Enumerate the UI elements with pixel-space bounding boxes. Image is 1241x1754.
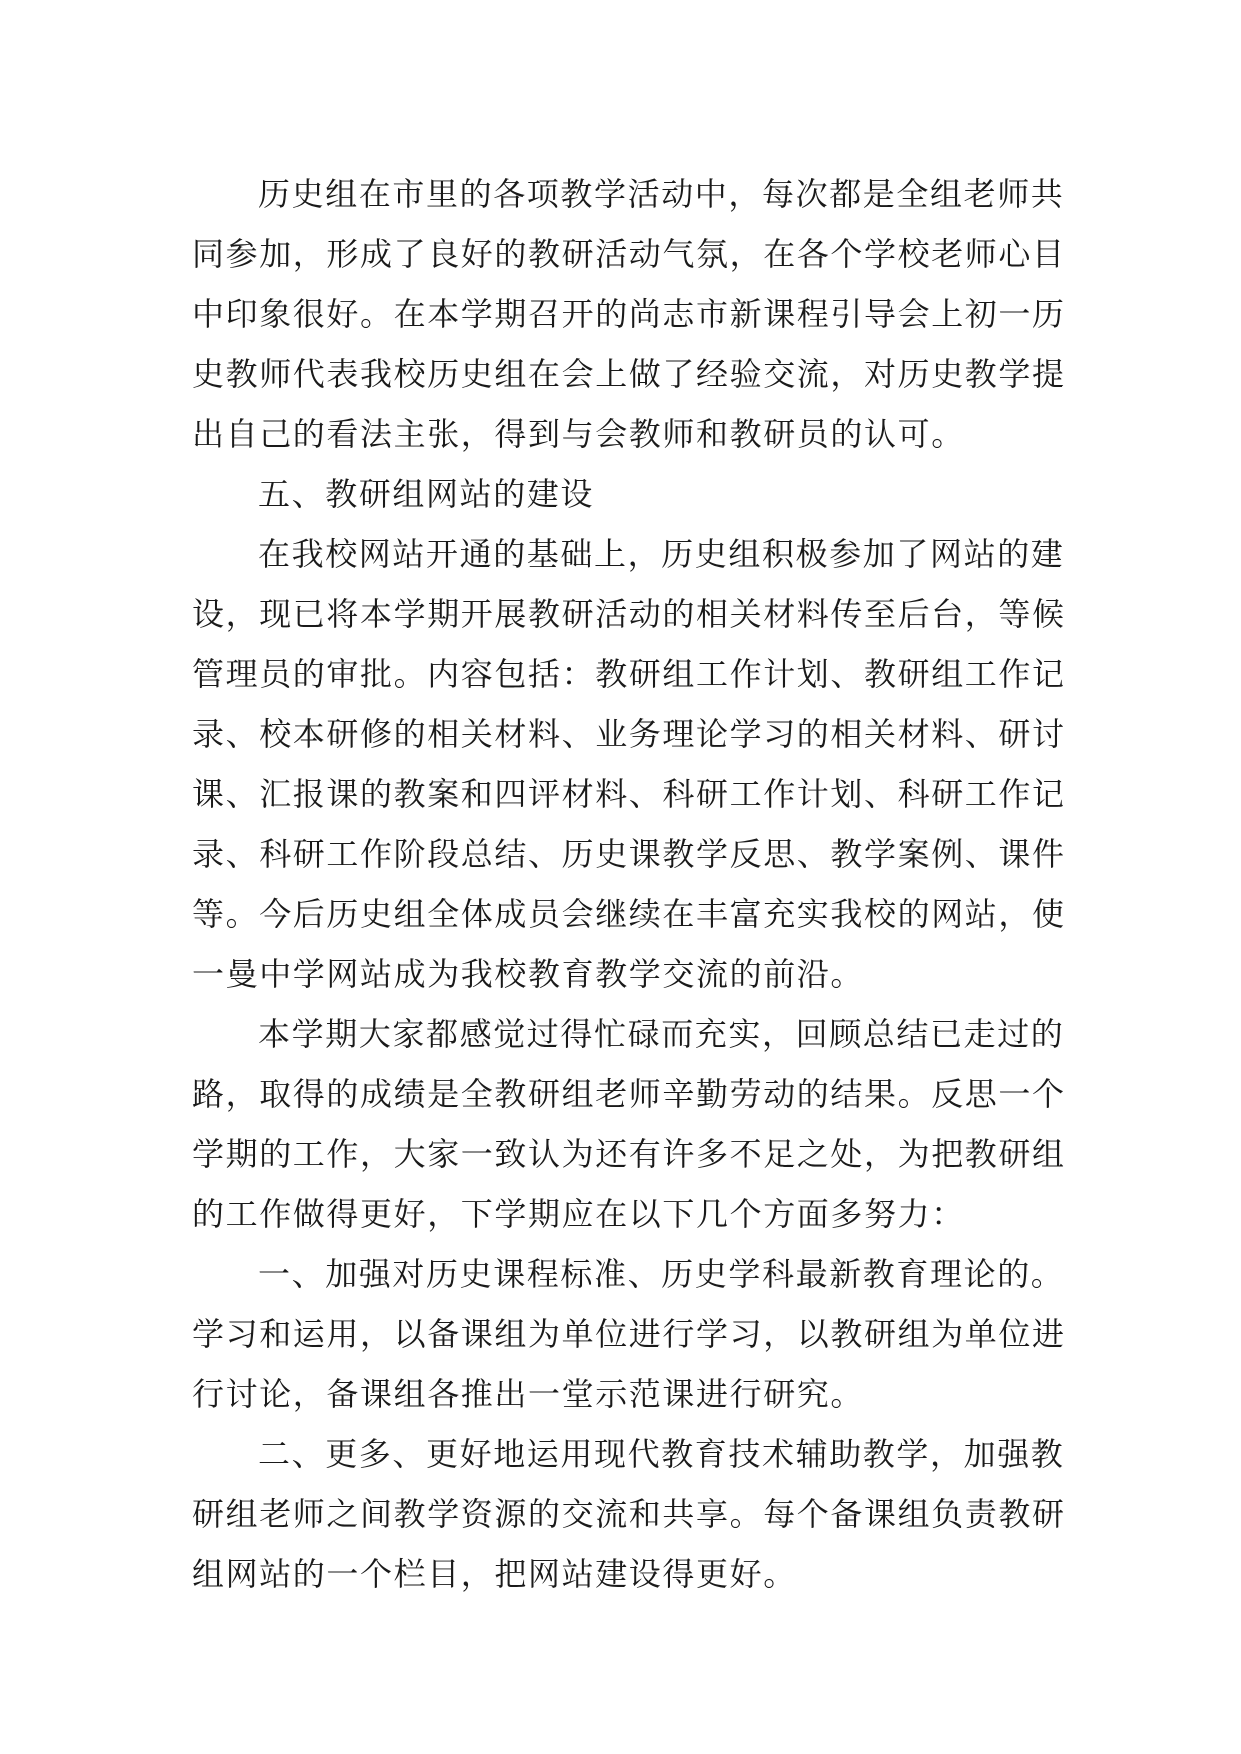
text-line: 管理员的审批。内容包括：教研组工作计划、教研组工作记 [192,655,1066,693]
text-line: 学期的工作，大家一致认为还有许多不足之处，为把教研组 [192,1135,1066,1173]
text-line: 五、教研组网站的建设 [258,475,595,513]
text-line: 学习和运用，以备课组为单位进行学习，以教研组为单位进 [192,1315,1066,1353]
text-line: 的工作做得更好，下学期应在以下几个方面多努力： [192,1195,965,1233]
text-line: 等。今后历史组全体成员会继续在丰富充实我校的网站，使 [192,895,1066,933]
text-line: 在我校网站开通的基础上，历史组积极参加了网站的建 [258,535,1065,573]
text-line: 二、更多、更好地运用现代教育技术辅助教学，加强教 [258,1435,1065,1473]
text-line: 录、科研工作阶段总结、历史课教学反思、教学案例、课件 [192,835,1066,873]
text-line: 路，取得的成绩是全教研组老师辛勤劳动的结果。反思一个 [192,1075,1066,1113]
text-line: 同参加，形成了良好的教研活动气氛，在各个学校老师心目 [192,235,1066,273]
text-line: 中印象很好。在本学期召开的尚志市新课程引导会上初一历 [192,295,1066,333]
text-line: 研组老师之间教学资源的交流和共享。每个备课组负责教研 [192,1495,1066,1533]
text-line: 历史组在市里的各项教学活动中，每次都是全组老师共 [258,175,1065,213]
text-line: 组网站的一个栏目，把网站建设得更好。 [192,1555,797,1593]
text-line: 行讨论，备课组各推出一堂示范课进行研究。 [192,1375,865,1413]
text-line: 录、校本研修的相关材料、业务理论学习的相关材料、研讨 [192,715,1066,753]
text-line: 一曼中学网站成为我校教育教学交流的前沿。 [192,955,865,993]
text-line: 课、汇报课的教案和四评材料、科研工作计划、科研工作记 [192,775,1066,813]
document-body [192,164,1066,1604]
text-line: 出自己的看法主张，得到与会教师和教研员的认可。 [192,415,965,453]
text-line: 本学期大家都感觉过得忙碌而充实，回顾总结已走过的 [258,1015,1065,1053]
text-line: 设，现已将本学期开展教研活动的相关材料传至后台，等候 [192,595,1066,633]
text-line: 史教师代表我校历史组在会上做了经验交流，对历史教学提 [192,355,1066,393]
text-line: 一、加强对历史课程标准、历史学科最新教育理论的。 [258,1255,1065,1293]
